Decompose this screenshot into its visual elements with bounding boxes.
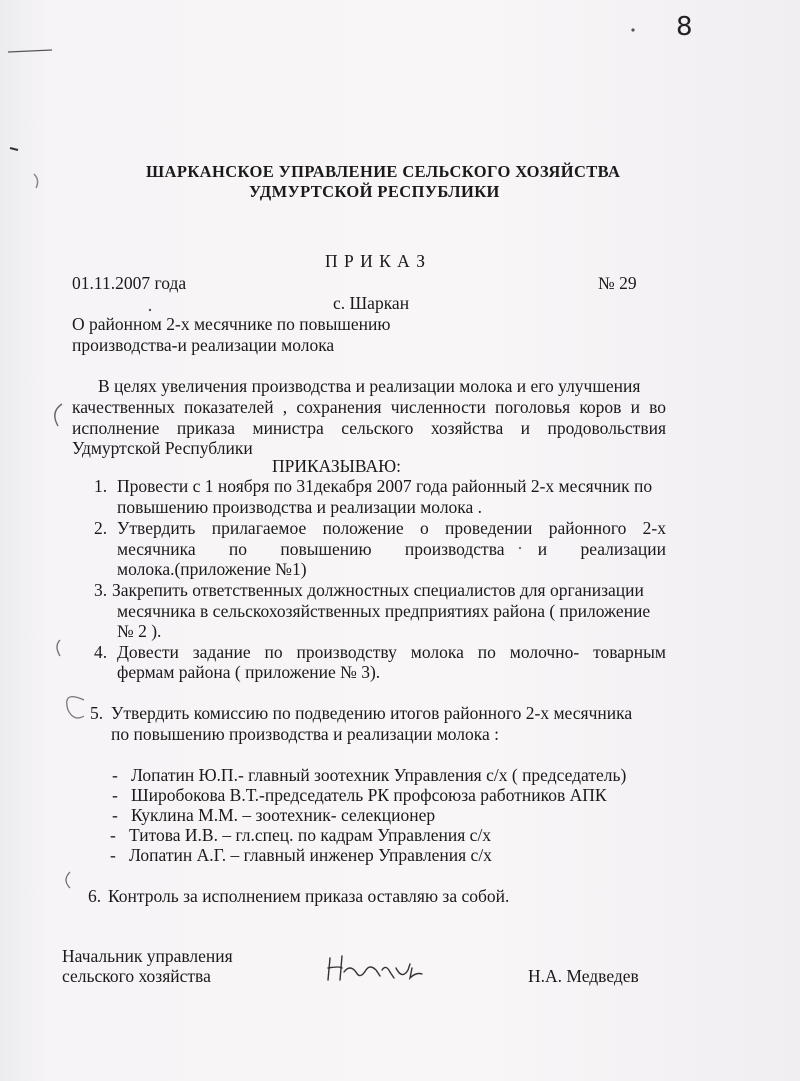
orders-heading: ПРИКАЗЫВАЮ: [272,456,401,476]
order-date: 01.11.2007 года [72,273,187,293]
item-3-number: 3. [94,580,108,600]
order-title: П Р И К А З [325,251,426,271]
item-3-line-3: № 2 ). [117,621,162,641]
commission-member: - Лопатин Ю.П.- главный зоотехник Управления с/х ( председатель) [112,765,627,785]
item-5-line-1: Утвердить комиссию по подведению итогов районного 2-х месячника [111,703,633,723]
commission-member: - Куклина М.М. – зоотехник- селекционер [112,805,436,825]
item-5-number: 5. [90,703,104,723]
signatory-position-line-1: Начальник управления [62,946,233,966]
header-line-2: УДМУРТСКОЙ РЕСПУБЛИКИ [249,182,500,201]
item-2-line-1: Утвердить прилагаемое положение о проведении районного 2-х [117,518,666,538]
order-subject-line-2: производства-и реализации молока [72,335,335,355]
item-1-line-2: повышению производства и реализации молока . [117,497,483,517]
order-place: с. Шаркан [333,293,410,313]
item-1-line-1: Провести с 1 ноября по 31декабря 2007 года районный 2-х месячник по [117,476,653,496]
signatory-name: Н.А. Медведев [528,966,639,986]
item-6-line-1: Контроль за исполнением приказа оставляю за собой. [108,886,510,906]
item-1-number: 1. [94,476,108,496]
order-subject-line-1: О районном 2-х месячнике по повышению [72,314,391,334]
item-4-line-2: фермам района ( приложение № 3). [117,662,381,682]
item-6-number: 6. [88,886,102,906]
commission-member-text: Титова И.В. – гл.спец. по кадрам Управления с/х [128,825,492,845]
commission-member: - Лопатин А.Г. – главный инженер Управления с/х [110,845,492,865]
commission-member-text: Лопатин Ю.П.- главный зоотехник Управления с/х ( председатель) [130,765,627,785]
item-2-number: 2. [94,518,108,538]
handwritten-signature [320,950,440,986]
preamble-line-3: исполнение приказа министра сельского хозяйства и продовольствия [72,418,666,438]
item-3-line-2: месячника в сельскохозяйственных предприятиях района ( приложение [117,601,651,621]
item-2-line-2: месячника по повышению производства и реализации [117,539,666,559]
preamble-line-2: качественных показателей , сохранения численности поголовья коров и во [72,397,666,417]
order-number: № 29 [598,273,637,293]
item-2-line-3: молока.(приложение №1) [117,559,307,579]
item-4-number: 4. [94,642,108,662]
item-5-line-2: по повышению производства и реализации молока : [111,724,500,744]
handwritten-page-number: 8 [676,12,693,42]
signatory-position-line-2: сельского хозяйства [62,966,211,986]
item-3-line-1: Закрепить ответственных должностных специалистов для организации [112,580,644,600]
commission-member: - Широбокова В.Т.-председатель РК профсоюза работников АПК [112,785,607,805]
item-4-line-1: Довести задание по производству молока по молочно- товарным [117,642,666,662]
commission-member-text: Лопатин А.Г. – главный инженер Управления с/х [128,845,492,865]
commission-member-text: Широбокова В.Т.-председатель РК профсоюза работников АПК [130,785,607,805]
commission-member-text: Куклина М.М. – зоотехник- селекционер [130,805,436,825]
header-line-1: ШАРКАНСКОЕ УПРАВЛЕНИЕ СЕЛЬСКОГО ХОЗЯЙСТВА [146,162,621,181]
preamble-line-1: В целях увеличения производства и реализации молока и его улучшения [98,376,641,396]
preamble-line-4: Удмуртской Республики [72,438,253,458]
commission-member: - Титова И.В. – гл.спец. по кадрам Управления с/х [110,825,492,845]
